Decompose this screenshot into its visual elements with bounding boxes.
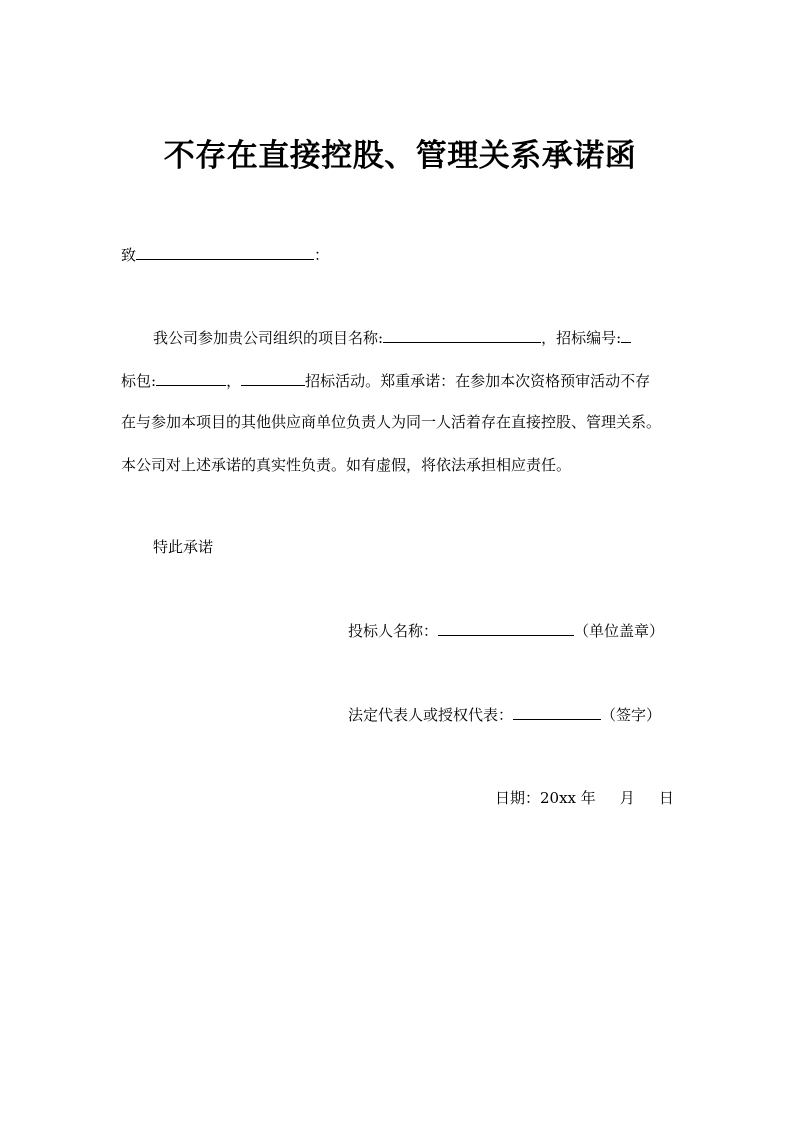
project-name-blank[interactable]	[383, 326, 541, 343]
date-day: 日	[658, 789, 674, 807]
line1-comma: ，	[541, 329, 557, 347]
body-line-3: 在与参加本项目的其他供应商单位负责人为同一人活着存在直接控股、管理关系。	[121, 413, 662, 431]
bidder-name-blank[interactable]	[438, 619, 574, 636]
closing-phrase: 特此承诺	[153, 538, 214, 556]
package-blank-1[interactable]	[156, 369, 226, 386]
bidder-name-label: 投标人名称：	[348, 622, 439, 640]
bidder-signature-line	[348, 619, 664, 642]
recipient-blank[interactable]	[136, 243, 314, 260]
date-month: 月	[619, 789, 635, 807]
salutation-line	[121, 243, 329, 266]
body-line-1	[153, 326, 631, 349]
body-line-4: 本公司对上述承诺的真实性负责。如有虚假，将依法承担相应责任。	[121, 456, 572, 474]
bid-number-label: 招标编号:	[556, 329, 622, 347]
date-label: 日期：	[495, 789, 541, 807]
representative-blank[interactable]	[513, 703, 601, 720]
document-title: 不存在直接控股、管理关系承诺函	[163, 138, 637, 174]
date-line	[495, 787, 674, 809]
package-separator: ，	[226, 372, 242, 390]
package-blank-2[interactable]	[241, 369, 305, 386]
bid-number-blank[interactable]	[621, 326, 631, 343]
package-label: 标包:	[121, 372, 157, 390]
date-year: 20xx 年	[540, 789, 596, 807]
representative-signature-line	[348, 703, 661, 726]
salutation-suffix: ：	[314, 246, 330, 264]
representative-label: 法定代表人或授权代表：	[348, 706, 514, 724]
body-line-2	[121, 369, 650, 392]
bidder-seal-note: （单位盖章）	[574, 622, 665, 640]
salutation-prefix: 致	[121, 246, 137, 264]
project-name-label: 我公司参加贵公司组织的项目名称:	[153, 329, 384, 347]
representative-sign-note: （签字）	[601, 706, 662, 724]
body-line-2-tail: 招标活动。郑重承诺：在参加本次资格预审活动不存	[305, 372, 651, 390]
